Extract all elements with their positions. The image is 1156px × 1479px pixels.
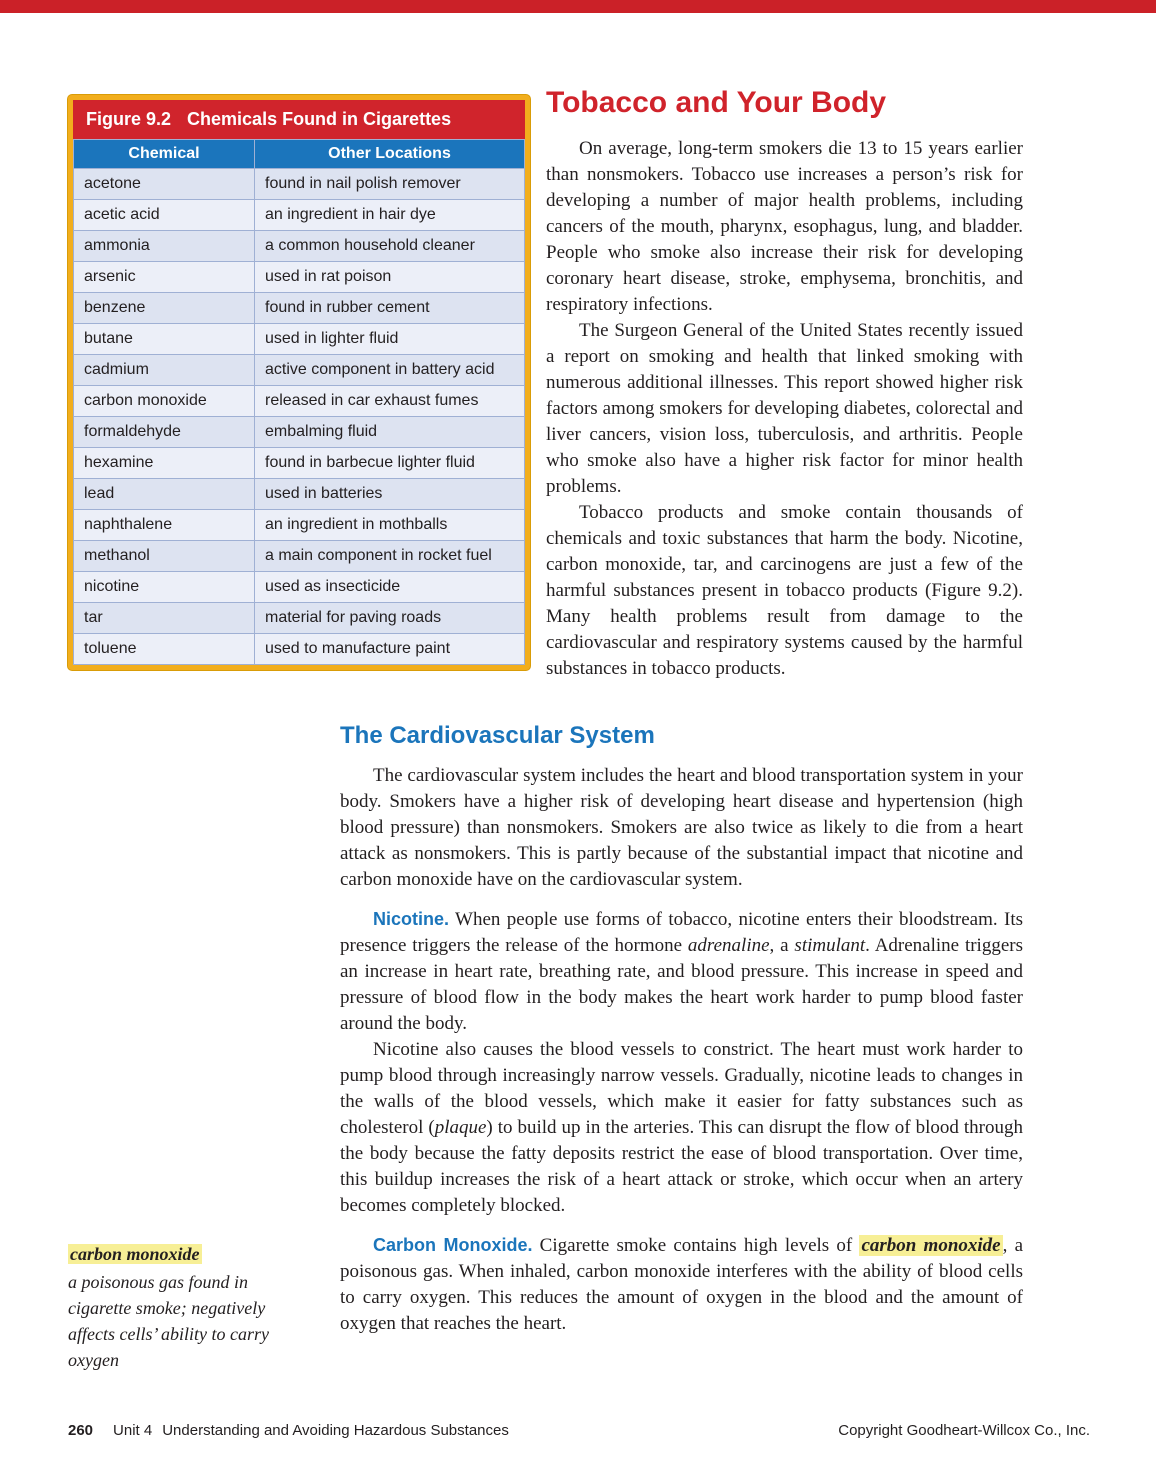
definition-term: carbon monoxide [70, 1244, 200, 1264]
carbon-monoxide-run-in-heading: Carbon Monoxide. [373, 1235, 533, 1255]
intro-paragraph-2: The Surgeon General of the United States recently issued a report on smoking and health that linked smoking with numerous additional illnesses. This report showed higher risk factors among smokers for developing diabetes, colorectal and liver cancers, vision loss, tuberculosis, and arthritis. People who smoke also have a higher risk factor for minor health problems. [546, 320, 1023, 497]
table-header-row [74, 140, 525, 169]
italic-term-plaque: plaque [434, 1117, 487, 1138]
chemical-cell: tar [74, 603, 255, 634]
location-cell: used in lighter fluid [255, 324, 525, 355]
copyright-notice: Copyright Goodheart-Willcox Co., Inc. [838, 1422, 1090, 1439]
cardiovascular-section [340, 722, 1023, 1337]
page-top-accent-bar [0, 0, 1156, 13]
table-row [74, 200, 525, 231]
chemicals-table [73, 139, 525, 665]
unit-label: Unit 4 [113, 1422, 153, 1439]
figure-title [73, 100, 525, 139]
location-cell: used in rat poison [255, 262, 525, 293]
table-row [74, 355, 525, 386]
text-run: , a poisonous gas. When inhaled, carbon monoxide interferes with the ability of blood cells to carry oxygen. This reduces the amount of oxygen in the blood and the amount of oxygen that reaches the heart. [340, 1235, 1024, 1334]
article-intro-column [546, 86, 1023, 682]
chemical-cell: acetic acid [74, 200, 255, 231]
table-row [74, 603, 525, 634]
location-cell: active component in battery acid [255, 355, 525, 386]
table-row [74, 293, 525, 324]
chemical-cell: carbon monoxide [74, 386, 255, 417]
page-title: Tobacco and Your Body [546, 86, 887, 119]
table-row [74, 634, 525, 665]
chemical-cell: naphthalene [74, 510, 255, 541]
location-cell: released in car exhaust fumes [255, 386, 525, 417]
nicotine-run-in-heading: Nicotine. [373, 909, 450, 929]
chemical-cell: arsenic [74, 262, 255, 293]
definition-text: a poisonous gas found in cigarette smoke; negatively affects cells’ ability to carry oxygen [68, 1272, 269, 1370]
chemical-cell: toluene [74, 634, 255, 665]
table-row [74, 541, 525, 572]
table-row [74, 324, 525, 355]
cardio-intro-paragraph: The cardiovascular system includes the heart and blood transportation system in your body. Smokers have a higher risk of developing heart disease and hypertension (high blood pressure) than nonsmokers. Smokers are also twice as likely to die from a heart attack as nonsmokers. This is partly because of the substantial impact that nicotine and carbon monoxide have on the cardiovascular system. [340, 765, 1023, 890]
italic-term-adrenaline: adrenaline [687, 935, 770, 956]
table-row [74, 386, 525, 417]
figure-number: Figure 9.2 [86, 109, 172, 129]
carbon-monoxide-paragraph [340, 1232, 1023, 1337]
table-row [74, 448, 525, 479]
chemical-cell: nicotine [74, 572, 255, 603]
location-cell: a main component in rocket fuel [255, 541, 525, 572]
italic-term-stimulant: stimulant [794, 935, 866, 956]
location-cell: used to manufacture paint [255, 634, 525, 665]
chemical-cell: hexamine [74, 448, 255, 479]
margin-definition [68, 1241, 306, 1373]
chemical-cell: formaldehyde [74, 417, 255, 448]
text-run: Cigarette smoke contains high levels of [532, 1235, 860, 1256]
chemical-cell: acetone [74, 169, 255, 200]
section-heading: The Cardiovascular System [340, 722, 655, 749]
location-cell: found in nail polish remover [255, 169, 525, 200]
table-row [74, 417, 525, 448]
table-row [74, 169, 525, 200]
chemical-column-header: Chemical [74, 140, 255, 169]
unit-title: Understanding and Avoiding Hazardous Substances [162, 1422, 509, 1439]
text-run: . Adrenaline triggers an increase in heart rate, breathing rate, and blood pressure. This increase in speed and pressure of blood flow in the body makes the heart work harder to pump blood faster around the body. [340, 935, 1023, 1034]
location-cell: found in rubber cement [255, 293, 525, 324]
intro-paragraph-1: On average, long-term smokers die 13 to 15 years earlier than nonsmokers. Tobacco use increases a person’s risk for developing a number of major health problems, including cancers of the mouth, pharynx, esophagus, lung, and bladder. People who smoke also increase their risk for developing coronary heart disease, stroke, emphysema, bronchitis, and respiratory infections. [546, 138, 1023, 315]
table-row [74, 510, 525, 541]
page-footer [68, 1422, 1090, 1439]
text-run: , a [769, 935, 795, 956]
table-row [74, 231, 525, 262]
nicotine-paragraph-2 [340, 1037, 1023, 1219]
figure-9-2-box [68, 95, 530, 670]
table-row [74, 572, 525, 603]
footer-left [68, 1422, 509, 1439]
chemical-cell: benzene [74, 293, 255, 324]
location-cell: a common household cleaner [255, 231, 525, 262]
chemical-cell: butane [74, 324, 255, 355]
location-cell: an ingredient in mothballs [255, 510, 525, 541]
location-cell: material for paving roads [255, 603, 525, 634]
text-run: ) to build up in the arteries. This can disrupt the flow of blood through the body because the fatty deposits restrict the ease of blood transportation. Over time, this buildup increases the risk of a heart attack or stroke, which occur when an artery becomes completely blocked. [340, 1117, 1023, 1216]
location-cell: found in barbecue lighter fluid [255, 448, 525, 479]
location-cell: used in batteries [255, 479, 525, 510]
text-run: Nicotine also causes the blood vessels to constrict. The heart must work harder to pump blood through increasingly narrow vessels. Gradually, nicotine leads to changes in the walls of the blood vessels, which make it easier for fatty substances such as cholesterol ( [340, 1039, 1023, 1138]
chemical-cell: ammonia [74, 231, 255, 262]
text-run: When people use forms of tobacco, nicotine enters their bloodstream. Its presence triggers the release of the hormone [340, 909, 1023, 956]
figure-caption: Chemicals Found in Cigarettes [187, 109, 452, 129]
nicotine-paragraph [340, 906, 1023, 1037]
table-row [74, 262, 525, 293]
location-cell: embalming fluid [255, 417, 525, 448]
intro-paragraph-3: Tobacco products and smoke contain thousands of chemicals and toxic substances that harm the body. Nicotine, carbon monoxide, tar, and carcinogens are just a few of the harmful substances present in tobacco products (Figure 9.2). Many health problems result from damage to the cardiovascular and respiratory systems caused by the harmful substances in tobacco products. [546, 502, 1023, 679]
location-cell: an ingredient in hair dye [255, 200, 525, 231]
chemical-cell: cadmium [74, 355, 255, 386]
locations-column-header: Other Locations [255, 140, 525, 169]
highlighted-term-carbon-monoxide: carbon monoxide [861, 1235, 1001, 1256]
chemical-cell: methanol [74, 541, 255, 572]
chemical-cell: lead [74, 479, 255, 510]
page-number: 260 [68, 1422, 94, 1439]
definition-term-line [68, 1241, 306, 1267]
table-row [74, 479, 525, 510]
location-cell: used as insecticide [255, 572, 525, 603]
